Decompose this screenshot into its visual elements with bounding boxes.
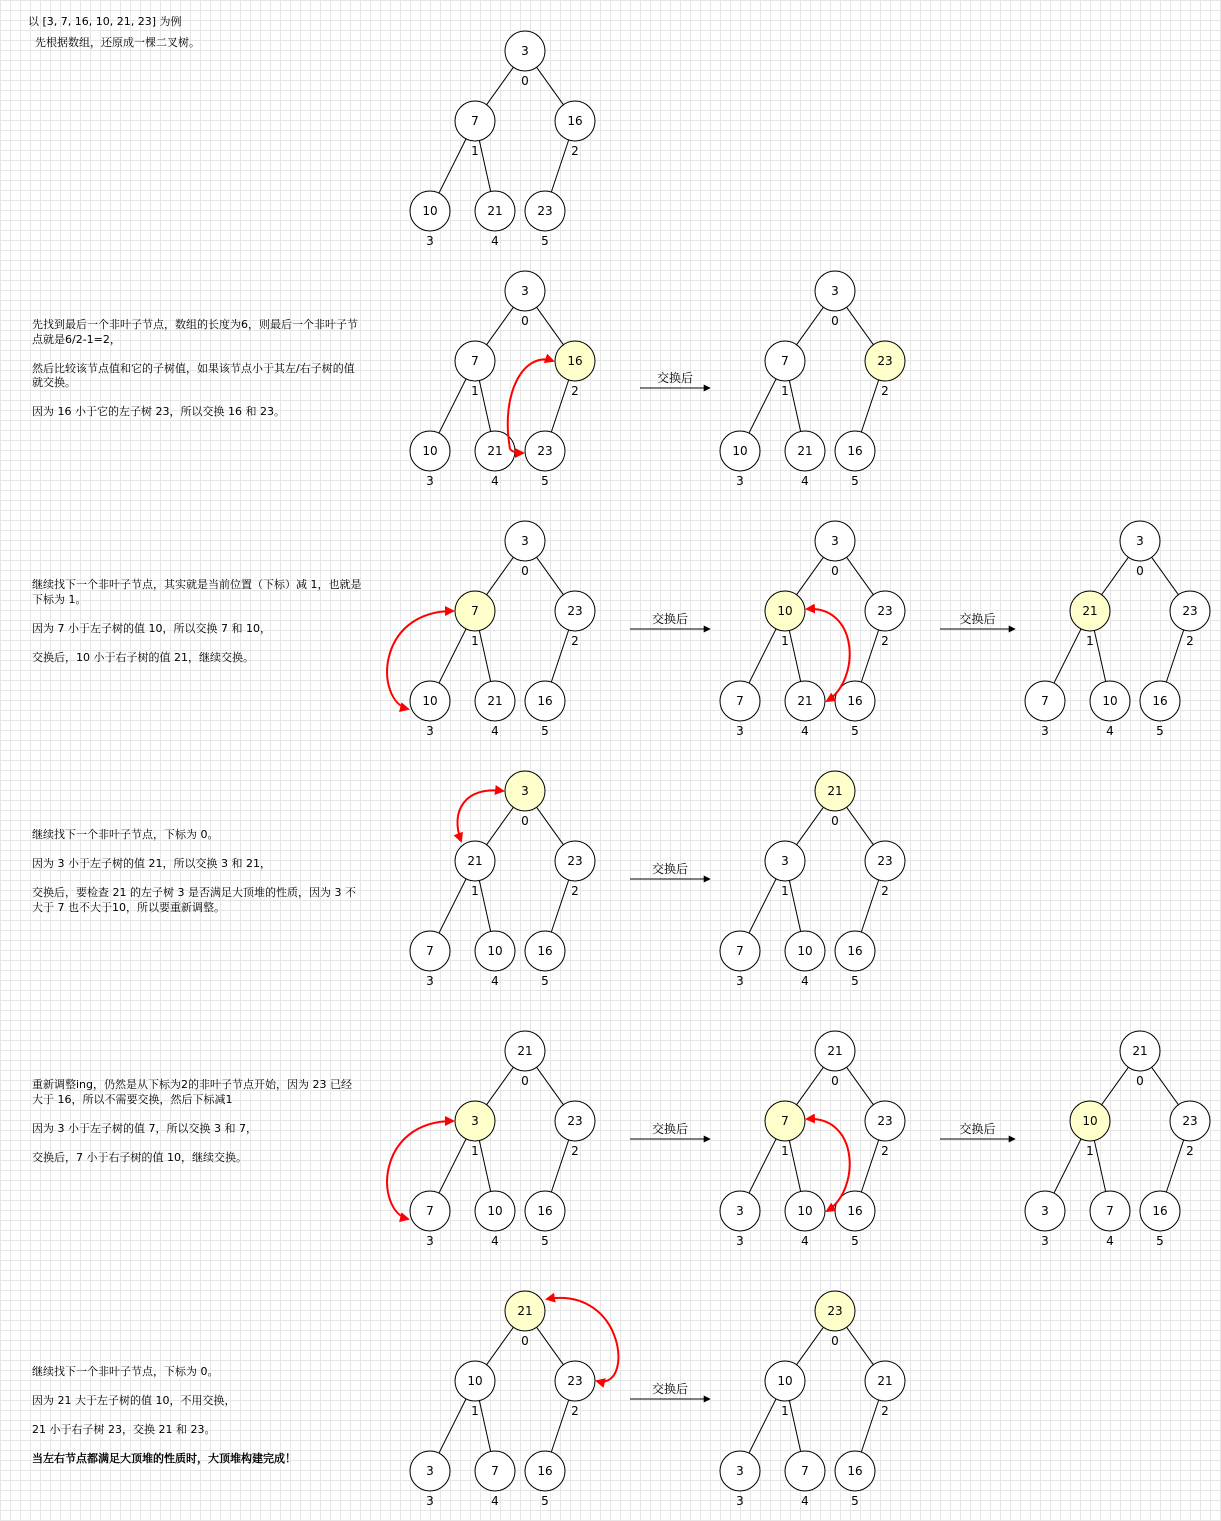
node-value: 7 bbox=[471, 354, 479, 368]
node-value: 23 bbox=[877, 354, 893, 368]
node-index: 4 bbox=[491, 474, 499, 488]
node-value: 16 bbox=[847, 694, 863, 708]
node-index: 4 bbox=[801, 724, 809, 738]
node-value: 23 bbox=[877, 604, 893, 618]
tree-edge bbox=[1102, 1067, 1129, 1104]
node-value: 23 bbox=[1182, 1114, 1198, 1128]
node-value: 16 bbox=[847, 444, 863, 458]
tree-edge bbox=[487, 67, 514, 104]
node-value: 21 bbox=[797, 444, 813, 458]
tree-edge bbox=[487, 557, 514, 594]
node-index: 3 bbox=[426, 474, 434, 488]
node-value: 3 bbox=[736, 1204, 744, 1218]
node-index: 5 bbox=[541, 1494, 549, 1508]
tree-edge bbox=[537, 557, 564, 594]
node-value: 10 bbox=[797, 944, 813, 958]
swap-transition bbox=[630, 611, 710, 629]
tree-edge bbox=[861, 1140, 878, 1192]
tree-edge bbox=[551, 630, 568, 682]
node-value: 7 bbox=[491, 1464, 499, 1478]
description-paragraph: 21 小于右子树 23，交换 21 和 23。 bbox=[32, 1423, 216, 1436]
node-index: 2 bbox=[571, 1144, 579, 1158]
node-index: 3 bbox=[426, 974, 434, 988]
node-value: 10 bbox=[487, 944, 503, 958]
node-value: 16 bbox=[567, 354, 583, 368]
node-index: 0 bbox=[521, 1334, 529, 1348]
node-index: 4 bbox=[801, 1234, 809, 1248]
node-value: 16 bbox=[847, 1204, 863, 1218]
heap-tree bbox=[410, 271, 595, 488]
node-value: 7 bbox=[471, 604, 479, 618]
description-paragraph: 因为 3 小于左子树的值 21，所以交换 3 和 21， bbox=[32, 857, 271, 870]
node-value: 10 bbox=[422, 444, 438, 458]
node-value: 21 bbox=[797, 694, 813, 708]
heap-tree bbox=[720, 271, 905, 488]
swap-transition bbox=[630, 1121, 710, 1139]
heap-tree bbox=[410, 771, 595, 988]
tree-edge bbox=[861, 380, 878, 432]
node-index: 2 bbox=[571, 884, 579, 898]
node-value: 21 bbox=[517, 1044, 533, 1058]
node-index: 1 bbox=[781, 1144, 789, 1158]
tree-edge bbox=[749, 1399, 776, 1453]
tree-edge bbox=[487, 1327, 514, 1364]
node-value: 16 bbox=[847, 944, 863, 958]
node-value: 23 bbox=[567, 1374, 583, 1388]
description-paragraph: 继续找下一个非叶子节点，其实就是当前位置（下标）减 1，也就是下标为 1。 bbox=[32, 578, 362, 606]
node-value: 16 bbox=[537, 1464, 553, 1478]
node-value: 10 bbox=[777, 604, 793, 618]
tree-edge bbox=[847, 807, 874, 844]
tree-edge bbox=[479, 141, 490, 192]
node-value: 16 bbox=[1152, 1204, 1168, 1218]
tree-edge bbox=[439, 1139, 466, 1193]
node-value: 3 bbox=[521, 44, 529, 58]
node-value: 10 bbox=[797, 1204, 813, 1218]
node-value: 16 bbox=[1152, 694, 1168, 708]
swap-label: 交换后 bbox=[656, 371, 694, 385]
node-index: 2 bbox=[881, 384, 889, 398]
node-value: 21 bbox=[827, 784, 843, 798]
node-index: 3 bbox=[736, 1234, 744, 1248]
node-index: 1 bbox=[781, 384, 789, 398]
description-paragraph: 当左右节点都满足大顶堆的性质时，大顶堆构建完成！ bbox=[32, 1452, 296, 1465]
node-index: 3 bbox=[736, 474, 744, 488]
tree-edge bbox=[479, 1401, 490, 1452]
node-value: 23 bbox=[1182, 604, 1198, 618]
description-paragraph: 因为 21 大于左子树的值 10，不用交换， bbox=[32, 1394, 236, 1407]
tree-edge bbox=[551, 140, 568, 192]
description-paragraph: 因为 16 小于它的左子树 23，所以交换 16 和 23。 bbox=[32, 405, 285, 418]
tree-edge bbox=[1152, 1067, 1179, 1104]
node-index: 4 bbox=[491, 724, 499, 738]
tree-edge bbox=[797, 307, 824, 344]
tree-edge bbox=[847, 557, 874, 594]
node-index: 0 bbox=[521, 314, 529, 328]
node-value: 21 bbox=[487, 694, 503, 708]
tree-edge bbox=[439, 629, 466, 683]
heap-tree bbox=[387, 521, 595, 738]
heap-tree bbox=[720, 771, 905, 988]
node-index: 1 bbox=[781, 634, 789, 648]
node-value: 23 bbox=[827, 1304, 843, 1318]
swap-label: 交换后 bbox=[651, 862, 689, 876]
heap-tree bbox=[720, 521, 905, 738]
swap-label: 交换后 bbox=[651, 1382, 689, 1396]
tree-edge bbox=[1094, 1141, 1105, 1192]
heap-tree bbox=[720, 1031, 905, 1248]
node-index: 1 bbox=[781, 1404, 789, 1418]
tree-edge bbox=[861, 880, 878, 932]
node-index: 5 bbox=[851, 1234, 859, 1248]
tree-edge bbox=[487, 807, 514, 844]
node-index: 5 bbox=[851, 724, 859, 738]
tree-edge bbox=[537, 67, 564, 104]
node-index: 2 bbox=[881, 1144, 889, 1158]
node-index: 0 bbox=[521, 564, 529, 578]
tree-edge bbox=[1102, 557, 1129, 594]
node-value: 3 bbox=[521, 784, 529, 798]
node-value: 16 bbox=[537, 694, 553, 708]
tree-edge bbox=[537, 1327, 564, 1364]
node-index: 2 bbox=[1186, 1144, 1194, 1158]
node-value: 7 bbox=[736, 944, 744, 958]
node-index: 0 bbox=[831, 814, 839, 828]
node-value: 7 bbox=[471, 114, 479, 128]
description-paragraph: 交换后，要检查 21 的左子树 3 是否满足大顶堆的性质，因为 3 不大于 7 也不大于10，所以要重新调整。 bbox=[32, 886, 356, 914]
intro-title: 以 [3, 7, 16, 10, 21, 23] 为例 bbox=[28, 15, 182, 28]
node-value: 23 bbox=[567, 1114, 583, 1128]
tree-edge bbox=[487, 1067, 514, 1104]
node-index: 5 bbox=[1156, 1234, 1164, 1248]
tree-edge bbox=[551, 1140, 568, 1192]
swap-arrow bbox=[457, 790, 503, 841]
node-value: 23 bbox=[877, 1114, 893, 1128]
node-value: 21 bbox=[827, 1044, 843, 1058]
node-value: 23 bbox=[537, 444, 553, 458]
description-paragraph: 因为 7 小于左子树的值 10，所以交换 7 和 10， bbox=[32, 621, 271, 635]
node-index: 2 bbox=[571, 634, 579, 648]
swap-transition bbox=[940, 611, 1015, 629]
node-value: 3 bbox=[521, 284, 529, 298]
node-index: 0 bbox=[1136, 564, 1144, 578]
node-index: 3 bbox=[736, 1494, 744, 1508]
node-index: 4 bbox=[801, 474, 809, 488]
node-value: 10 bbox=[467, 1374, 483, 1388]
tree-edge bbox=[537, 807, 564, 844]
tree-edge bbox=[551, 1400, 568, 1452]
node-index: 3 bbox=[1041, 724, 1049, 738]
node-index: 5 bbox=[541, 474, 549, 488]
node-value: 7 bbox=[1106, 1204, 1114, 1218]
swap-label: 交换后 bbox=[959, 1122, 996, 1136]
node-value: 7 bbox=[781, 354, 789, 368]
node-value: 7 bbox=[781, 1114, 789, 1128]
node-index: 3 bbox=[426, 1234, 434, 1248]
swap-label: 交换后 bbox=[959, 612, 996, 626]
tree-edge bbox=[551, 880, 568, 932]
tree-edge bbox=[861, 630, 878, 682]
node-value: 10 bbox=[422, 694, 438, 708]
node-index: 2 bbox=[1186, 634, 1194, 648]
node-index: 4 bbox=[491, 1234, 499, 1248]
tree-edge bbox=[789, 881, 800, 932]
node-index: 0 bbox=[831, 314, 839, 328]
tree-edge bbox=[439, 879, 466, 933]
node-index: 1 bbox=[471, 144, 479, 158]
node-value: 3 bbox=[521, 534, 529, 548]
swap-transition bbox=[940, 1121, 1015, 1139]
node-index: 5 bbox=[541, 974, 549, 988]
tree-edge bbox=[537, 1067, 564, 1104]
tree-edge bbox=[847, 1327, 874, 1364]
tree-edge bbox=[789, 1141, 800, 1192]
node-value: 21 bbox=[1132, 1044, 1148, 1058]
node-value: 3 bbox=[426, 1464, 434, 1478]
tree-edge bbox=[797, 807, 824, 844]
tree-edge bbox=[1152, 557, 1179, 594]
node-index: 4 bbox=[1106, 724, 1114, 738]
node-index: 0 bbox=[521, 74, 529, 88]
node-index: 2 bbox=[571, 144, 579, 158]
node-value: 3 bbox=[831, 534, 839, 548]
node-value: 7 bbox=[1041, 694, 1049, 708]
node-index: 5 bbox=[851, 974, 859, 988]
description-paragraph: 继续找下一个非叶子节点，下标为 0。 bbox=[32, 1365, 219, 1378]
node-index: 2 bbox=[881, 634, 889, 648]
node-index: 4 bbox=[491, 234, 499, 248]
node-value: 10 bbox=[732, 444, 748, 458]
node-index: 3 bbox=[736, 724, 744, 738]
node-index: 1 bbox=[471, 384, 479, 398]
tree-edge bbox=[749, 379, 776, 433]
node-index: 3 bbox=[426, 1494, 434, 1508]
node-value: 10 bbox=[777, 1374, 793, 1388]
node-value: 10 bbox=[487, 1204, 503, 1218]
swap-transition bbox=[640, 370, 710, 388]
node-index: 4 bbox=[801, 1494, 809, 1508]
node-value: 23 bbox=[567, 854, 583, 868]
node-index: 5 bbox=[541, 1234, 549, 1248]
heap-tree bbox=[410, 1291, 618, 1508]
node-index: 5 bbox=[541, 724, 549, 738]
node-value: 3 bbox=[1041, 1204, 1049, 1218]
node-value: 3 bbox=[471, 1114, 479, 1128]
node-value: 7 bbox=[426, 944, 434, 958]
node-index: 0 bbox=[831, 1074, 839, 1088]
tree-edge bbox=[749, 629, 776, 683]
node-index: 0 bbox=[521, 1074, 529, 1088]
tree-edge bbox=[789, 1401, 800, 1452]
node-value: 21 bbox=[877, 1374, 893, 1388]
node-value: 21 bbox=[517, 1304, 533, 1318]
node-index: 1 bbox=[1086, 634, 1094, 648]
node-value: 21 bbox=[487, 444, 503, 458]
description-paragraph: 交换后，10 小于右子树的值 21，继续交换。 bbox=[32, 650, 254, 664]
heap-tree bbox=[410, 31, 595, 248]
tree-edge bbox=[1094, 631, 1105, 682]
tree-edge bbox=[861, 1400, 878, 1452]
node-index: 1 bbox=[471, 884, 479, 898]
swap-transition bbox=[630, 861, 710, 879]
node-index: 2 bbox=[881, 884, 889, 898]
node-value: 16 bbox=[537, 944, 553, 958]
node-index: 2 bbox=[881, 1404, 889, 1418]
tree-edge bbox=[749, 1139, 776, 1193]
node-index: 4 bbox=[491, 1494, 499, 1508]
tree-edge bbox=[797, 557, 824, 594]
intro-subtitle: 先根据数组，还原成一棵二叉树。 bbox=[35, 36, 200, 49]
node-index: 3 bbox=[1041, 1234, 1049, 1248]
tree-edge bbox=[1166, 1140, 1183, 1192]
node-value: 3 bbox=[831, 284, 839, 298]
tree-edge bbox=[1166, 630, 1183, 682]
description-paragraph: 先找到最后一个非叶子节点，数组的长度为6，则最后一个非叶子节点就是6/2-1=2， bbox=[32, 318, 358, 346]
node-value: 23 bbox=[877, 854, 893, 868]
node-value: 3 bbox=[736, 1464, 744, 1478]
description-paragraph: 因为 3 小于左子树的值 7，所以交换 3 和 7， bbox=[32, 1121, 257, 1135]
tree-edge bbox=[479, 881, 490, 932]
node-index: 4 bbox=[491, 974, 499, 988]
node-index: 5 bbox=[851, 474, 859, 488]
node-index: 3 bbox=[736, 974, 744, 988]
heap-tree bbox=[387, 1031, 595, 1248]
tree-edge bbox=[789, 381, 800, 432]
tree-edge bbox=[1054, 1139, 1081, 1193]
node-index: 1 bbox=[471, 1404, 479, 1418]
tree-edge bbox=[749, 879, 776, 933]
node-index: 5 bbox=[851, 1494, 859, 1508]
node-index: 2 bbox=[571, 1404, 579, 1418]
node-index: 1 bbox=[471, 1144, 479, 1158]
node-value: 7 bbox=[426, 1204, 434, 1218]
node-value: 16 bbox=[567, 114, 583, 128]
swap-label: 交换后 bbox=[651, 1122, 689, 1136]
description-paragraph: 然后比较该节点值和它的子树值，如果该节点小于其左/右子树的值就交换。 bbox=[32, 361, 355, 389]
swap-transition bbox=[630, 1381, 710, 1399]
node-index: 2 bbox=[571, 384, 579, 398]
heap-tree bbox=[1025, 1031, 1210, 1248]
node-index: 3 bbox=[426, 234, 434, 248]
node-index: 1 bbox=[781, 884, 789, 898]
description-paragraph: 重新调整ing，仍然是从下标为2的非叶子节点开始，因为 23 已经大于 16，所以不需要交换，然后下标减1 bbox=[32, 1078, 352, 1106]
tree-edge bbox=[797, 1327, 824, 1364]
node-value: 7 bbox=[736, 694, 744, 708]
node-value: 23 bbox=[537, 204, 553, 218]
tree-edge bbox=[789, 631, 800, 682]
tree-edge bbox=[479, 381, 490, 432]
heap-tree bbox=[720, 1291, 905, 1508]
node-value: 21 bbox=[467, 854, 483, 868]
tree-edge bbox=[439, 1399, 466, 1453]
tree-edge bbox=[847, 307, 874, 344]
tree-edge bbox=[847, 1067, 874, 1104]
node-index: 0 bbox=[521, 814, 529, 828]
node-value: 10 bbox=[422, 204, 438, 218]
heap-tree bbox=[1025, 521, 1210, 738]
node-value: 7 bbox=[801, 1464, 809, 1478]
tree-edge bbox=[551, 380, 568, 432]
node-index: 0 bbox=[1136, 1074, 1144, 1088]
tree-edge bbox=[487, 307, 514, 344]
tree-edge bbox=[479, 631, 490, 682]
tree-edge bbox=[479, 1141, 490, 1192]
description-paragraph: 继续找下一个非叶子节点，下标为 0。 bbox=[32, 828, 219, 841]
description-paragraph: 交换后，7 小于右子树的值 10，继续交换。 bbox=[32, 1150, 247, 1164]
node-index: 5 bbox=[1156, 724, 1164, 738]
node-value: 23 bbox=[567, 604, 583, 618]
tree-edge bbox=[439, 379, 466, 433]
tree-edge bbox=[537, 307, 564, 344]
tree-edge bbox=[439, 139, 466, 193]
node-index: 5 bbox=[541, 234, 549, 248]
node-index: 4 bbox=[801, 974, 809, 988]
tree-edge bbox=[1054, 629, 1081, 683]
swap-label: 交换后 bbox=[651, 612, 689, 626]
node-value: 10 bbox=[1102, 694, 1118, 708]
node-index: 0 bbox=[831, 564, 839, 578]
node-value: 16 bbox=[847, 1464, 863, 1478]
node-value: 10 bbox=[1082, 1114, 1098, 1128]
node-index: 0 bbox=[831, 1334, 839, 1348]
node-index: 3 bbox=[426, 724, 434, 738]
tree-edge bbox=[797, 1067, 824, 1104]
node-value: 3 bbox=[1136, 534, 1144, 548]
node-value: 21 bbox=[487, 204, 503, 218]
node-value: 21 bbox=[1082, 604, 1098, 618]
node-index: 1 bbox=[1086, 1144, 1094, 1158]
node-index: 4 bbox=[1106, 1234, 1114, 1248]
node-index: 1 bbox=[471, 634, 479, 648]
node-value: 3 bbox=[781, 854, 789, 868]
node-value: 16 bbox=[537, 1204, 553, 1218]
